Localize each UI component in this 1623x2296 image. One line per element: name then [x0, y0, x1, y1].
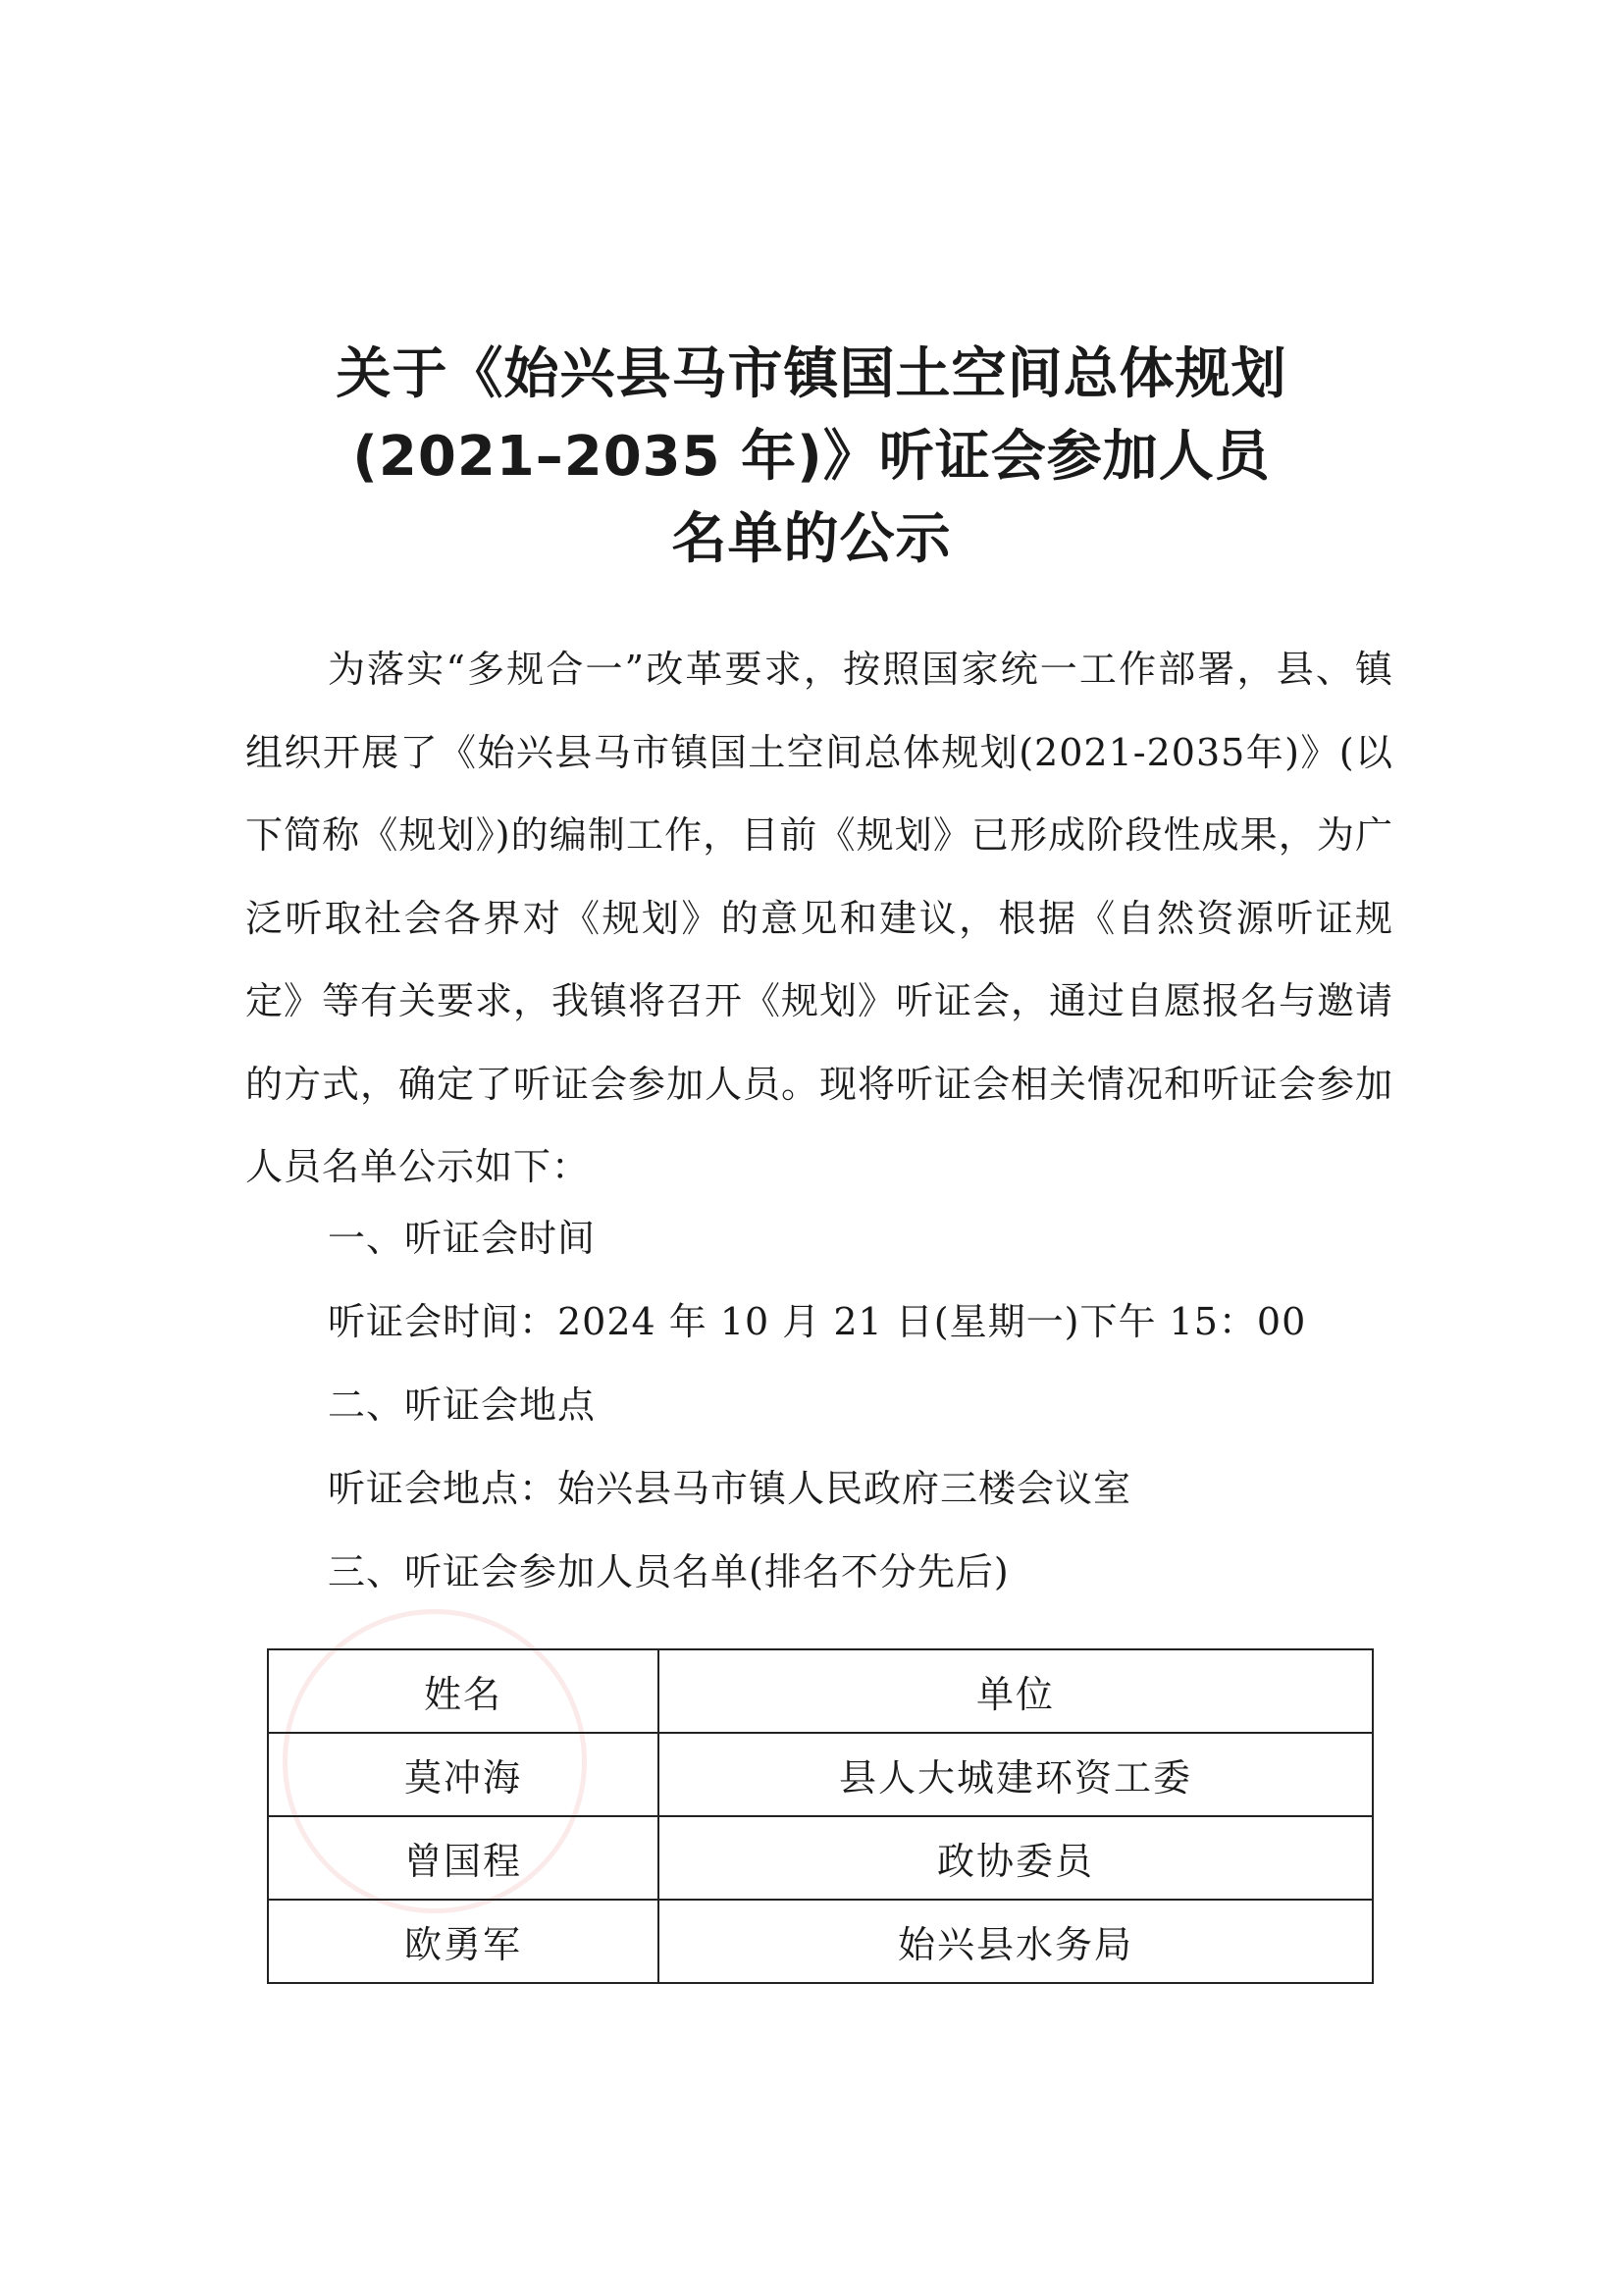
list-heading: 三、听证会参加人员名单(排名不分先后)	[328, 1550, 1010, 1593]
title-line-2: (2021–2035 年)》听证会参加人员	[352, 425, 1271, 489]
participant-unit: 政协委员	[658, 1816, 1373, 1900]
participants-table	[267, 1648, 1374, 1984]
intro-section	[245, 628, 1393, 1209]
participant-unit: 县人大城建环资工委	[658, 1733, 1373, 1816]
intro-paragraph: 为落实“多规合一”改革要求，按照国家统一工作部署，县、镇组织开展了《始兴县马市镇国土空间总体规划(2021-2035年)》(以下简称《规划》)的编制工作，目前《规划》已形成阶段性成果，为广泛听取社会各界对《规划》的意见和建议，根据《自然资源听证规定》等有关要求，我镇将召开《规划》听证会，通过自愿报名与邀请的方式，确定了听证会参加人员。现将听证会相关情况和听证会参加人员名单公示如下：	[245, 648, 1394, 1188]
place-heading: 二、听证会地点	[328, 1383, 597, 1427]
table-row	[268, 1900, 1373, 1983]
participant-name: 欧勇军	[268, 1900, 658, 1983]
document-title	[0, 334, 1623, 581]
participant-unit: 始兴县水务局	[658, 1900, 1373, 1983]
table-row	[268, 1733, 1373, 1816]
header-unit: 单位	[658, 1649, 1373, 1733]
time-text: 听证会时间：2024 年 10 月 21 日(星期一)下午 15：00	[328, 1300, 1307, 1343]
table-header-row	[268, 1649, 1373, 1733]
title-line-3: 名单的公示	[671, 507, 952, 571]
table-row	[268, 1816, 1373, 1900]
participant-name: 曾国程	[268, 1816, 658, 1900]
header-name: 姓名	[268, 1649, 658, 1733]
participant-name: 莫冲海	[268, 1733, 658, 1816]
place-text: 听证会地点：始兴县马市镇人民政府三楼会议室	[328, 1467, 1132, 1510]
title-line-1: 关于《始兴县马市镇国土空间总体规划	[336, 342, 1287, 406]
time-heading: 一、听证会时间	[328, 1217, 597, 1260]
